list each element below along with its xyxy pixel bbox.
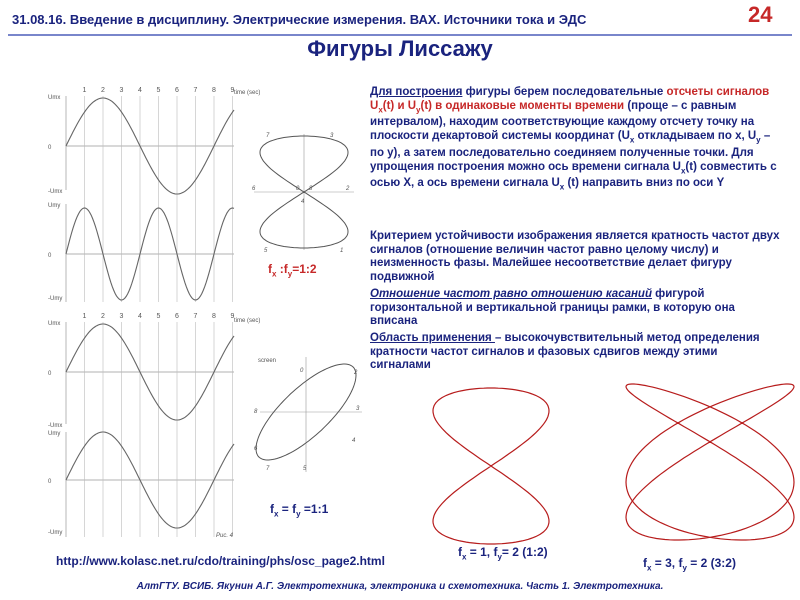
tick-number: 7 <box>193 87 198 94</box>
svg-text:0: 0 <box>296 186 300 192</box>
zero-label-3: 0 <box>48 371 52 377</box>
tick-number: 5 <box>156 313 161 320</box>
svg-text:4: 4 <box>301 199 305 205</box>
header-text: 31.08.16. Введение в дисциплину. Электрические измерения. ВАХ. Источники тока и ЭДС <box>12 12 587 27</box>
caption-ratio-1-1: $f_x = f_y$ =1:1 <box>270 502 329 519</box>
svg-text:7: 7 <box>266 133 270 139</box>
umy-label-1: Umy <box>48 203 61 209</box>
umy-neg-label-1: -Umy <box>48 296 63 302</box>
zero-label-2: 0 <box>48 253 52 259</box>
screen-label: screen <box>258 358 277 364</box>
svg-text:1: 1 <box>340 248 344 254</box>
umy-label-2: Umy <box>48 431 61 437</box>
umx-label-1: Umx <box>48 95 61 101</box>
svg-text:6: 6 <box>254 446 258 452</box>
umx-neg-label-1: -Umx <box>48 189 63 195</box>
svg-text:5: 5 <box>264 248 268 254</box>
tick-number: 4 <box>138 313 142 320</box>
svg-text:3: 3 <box>330 133 334 139</box>
tick-number: 3 <box>119 313 124 320</box>
svg-text:8: 8 <box>309 186 313 192</box>
time-label-2: time (sec) <box>234 318 261 324</box>
svg-text:2: 2 <box>346 186 350 192</box>
lissajous-curve-1-2 <box>433 388 549 544</box>
figure-label: Рис. 4 <box>216 533 234 539</box>
tick-number: 8 <box>212 87 216 94</box>
waveform-figure <box>44 82 364 552</box>
tick-number: 6 <box>175 87 179 94</box>
caption-curve-1-2: $f_x = 1$, $f_y= 2$ (1:2) <box>458 545 548 562</box>
zero-label-1: 0 <box>48 145 52 151</box>
tick-number: 6 <box>175 313 179 320</box>
tick-number: 8 <box>212 313 216 320</box>
svg-text:2: 2 <box>354 370 358 376</box>
zero-label-4: 0 <box>48 479 52 485</box>
lissajous-curves <box>420 380 800 550</box>
umx-label-2: Umx <box>48 321 61 327</box>
tick-number: 7 <box>193 313 198 320</box>
paragraph-construction: Для построения фигуры берем последовательные отсчеты сигналов $U_x(t)$ и $U_y(t)$ в одинаковые моменты времени (проще – с равным интервалом), находим соответствующие каждому отсчету точку на плоскости декартовой системы координат ($U_x$ откладываем по x, $U_y$ – по y), а затем последовательно соединяем полученные точки. Для упрощения построения можно ось времени сигнала $U_x(t)$ совместить с осью X, а ось времени сигнала $U_x$ (t) направить вниз по оси Y <box>370 86 777 192</box>
tick-number: 4 <box>138 87 142 94</box>
lissajous-curve-3-2 <box>626 384 794 540</box>
paragraph-stability: Критерием устойчивости изображения является кратность частот двух сигналов (отношение величин частот равно целому числу) и неизменность фазы. Малейшее несоответствие делает фигуру подвижной <box>370 230 780 283</box>
caption-curve-3-2: $f_x = 3$, $f_y = 2$ (3:2) <box>643 556 736 573</box>
svg-text:6: 6 <box>252 186 256 192</box>
lissajous-sketch-1-1 <box>254 357 362 472</box>
grid-bottom-2 <box>66 432 234 537</box>
svg-text:8: 8 <box>254 409 258 415</box>
tick-number: 1 <box>82 87 87 94</box>
tick-number: 9 <box>230 313 235 320</box>
tick-number: 3 <box>119 87 124 94</box>
paragraph-application: Область применения – высокочувствительный метод определения кратности частот сигналов и фазовых сдвигов между этими сигналами <box>370 332 760 372</box>
svg-text:5: 5 <box>303 466 307 472</box>
paragraph-ratio: Отношение частот равно отношению касаний фигурой горизонтальной и вертикальной границы рамки, в которую она вписана <box>370 288 735 328</box>
caption-ratio-1-2: $f_x$ $:f_y=1:2$ <box>268 262 317 279</box>
lissajous-sketch-1-2 <box>252 133 354 254</box>
grid-top-1 <box>66 96 234 190</box>
svg-text:4: 4 <box>352 438 356 444</box>
source-link[interactable]: http://www.kolasc.net.ru/cdo/training/phs/osc_page2.html <box>56 554 385 568</box>
tick-number: 1 <box>82 313 87 320</box>
tick-number: 2 <box>101 313 105 320</box>
footer-text: АлтГТУ. ВСИБ. Якунин А.Г. Электротехника, электроника и схемотехника. Часть 1. Электротехника. <box>136 581 664 592</box>
tick-number: 9 <box>230 87 235 94</box>
umx-neg-label-2: -Umx <box>48 423 63 429</box>
svg-text:7: 7 <box>266 466 270 472</box>
grid-bottom-1 <box>66 322 234 424</box>
svg-text:0: 0 <box>300 368 304 374</box>
tick-number: 2 <box>101 87 105 94</box>
tick-number: 5 <box>156 87 161 94</box>
page-number: 24 <box>748 2 773 27</box>
time-label-1: time (sec) <box>234 90 261 96</box>
page-title: Фигуры Лиссажу <box>307 36 493 61</box>
umy-neg-label-2: -Umy <box>48 530 63 536</box>
svg-text:3: 3 <box>356 406 360 412</box>
